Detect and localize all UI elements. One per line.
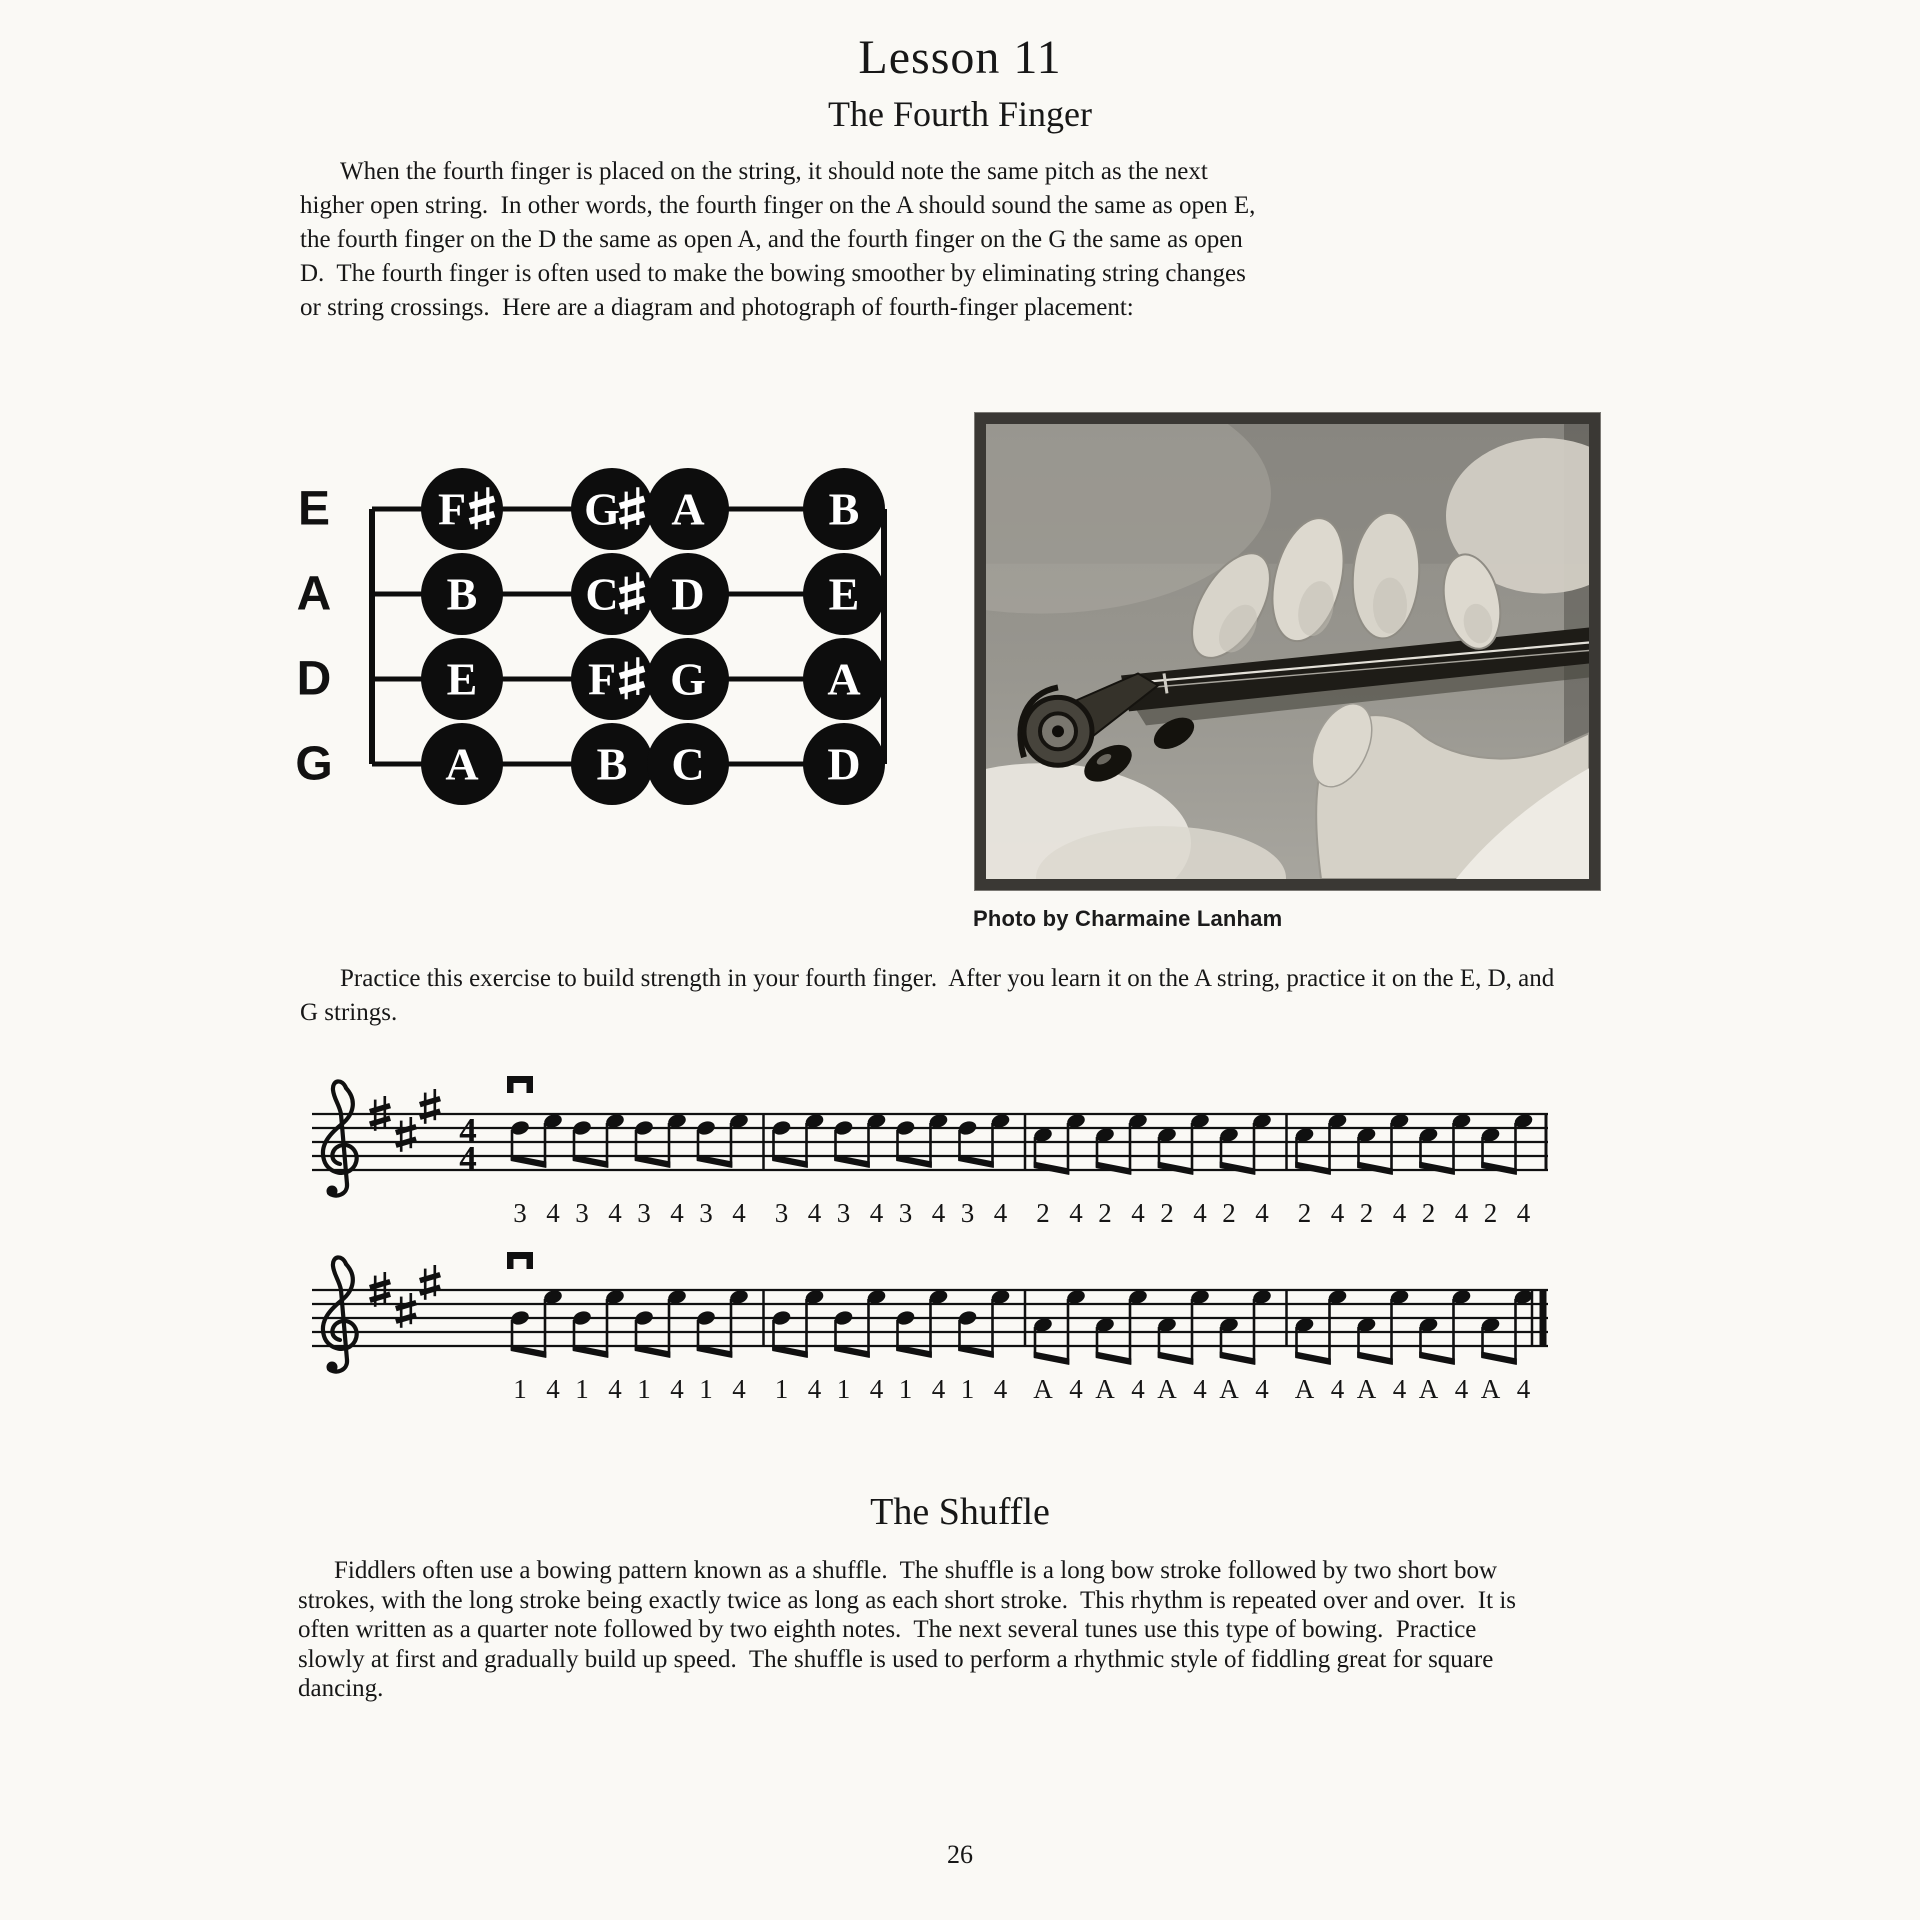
finger-number: 2 [1483, 1198, 1498, 1228]
note-circle [421, 638, 503, 720]
finger-number: 4 [931, 1198, 946, 1228]
finger-number: 3 [637, 1198, 651, 1228]
note-circle [571, 553, 653, 635]
finger-number: 4 [1392, 1374, 1407, 1404]
string-row [297, 553, 885, 635]
fingerboard-diagram [278, 452, 926, 824]
finger-number: A [1418, 1374, 1439, 1404]
finger-number: 4 [1255, 1374, 1269, 1404]
note-circle [421, 468, 503, 550]
note-label: B [828, 483, 860, 535]
finger-number: 4 [1193, 1374, 1207, 1404]
finger-number: 4 [732, 1198, 746, 1228]
open-string-label: D [296, 652, 332, 706]
time-signature [459, 1111, 477, 1178]
finger-number: 4 [1131, 1198, 1145, 1228]
note-circle [647, 723, 729, 805]
finger-number: 3 [898, 1198, 913, 1228]
finger-number: 4 [869, 1198, 884, 1228]
lesson-subtitle: The Fourth Finger [828, 94, 1092, 134]
note-circle [647, 638, 729, 720]
finger-number: 4 [931, 1374, 946, 1404]
finger-number: 4 [1069, 1198, 1083, 1228]
finger-number: 4 [1255, 1198, 1269, 1228]
note-label: A [671, 483, 705, 535]
note-circle [421, 723, 503, 805]
note-circle [803, 638, 885, 720]
finger-number: 2 [1036, 1198, 1050, 1228]
svg-text:4: 4 [459, 1139, 477, 1178]
sharp-sign [420, 1089, 440, 1124]
finger-number: 1 [898, 1374, 913, 1404]
photo-frame [975, 413, 1600, 890]
finger-number: A [1294, 1374, 1315, 1404]
practice-paragraph: Practice this exercise to build strength in your fourth finger. After you learn it on the A string, practice it on the E, D, and G strings. [300, 965, 1561, 1026]
finger-number: 4 [807, 1198, 822, 1228]
violin-hand-photo [986, 424, 1589, 879]
finger-number: 4 [1131, 1374, 1145, 1404]
down-bow-icon [507, 1252, 533, 1269]
finger-number: 4 [732, 1374, 746, 1404]
finger-number: 1 [774, 1374, 789, 1404]
finger-number: 4 [1454, 1374, 1469, 1404]
note-label: A [445, 738, 479, 790]
note-label: D [671, 568, 705, 620]
finger-number: 4 [993, 1374, 1008, 1404]
finger-number: 4 [670, 1374, 684, 1404]
finger-number: 4 [1516, 1198, 1531, 1228]
note-label: G [584, 483, 620, 535]
exercise-staff-1 [262, 1052, 1572, 1247]
shuffle-heading: The Shuffle [870, 1491, 1050, 1533]
photo-credit: Photo by Charmaine Lanham [973, 906, 1283, 931]
finger-number: 4 [608, 1374, 622, 1404]
note-circle [571, 723, 653, 805]
finger-number: A [1157, 1374, 1177, 1404]
string-row [298, 468, 885, 550]
finger-number: 1 [513, 1374, 527, 1404]
finger-number: 2 [1222, 1198, 1236, 1228]
note-label: E [446, 653, 478, 705]
note-label: B [596, 738, 628, 790]
finger-number: 3 [699, 1198, 713, 1228]
finger-number: 4 [869, 1374, 884, 1404]
finger-number: 1 [699, 1374, 713, 1404]
finger-number: 4 [608, 1198, 622, 1228]
note-circle [647, 468, 729, 550]
note-label: D [827, 738, 861, 790]
note-label: G [670, 653, 706, 705]
sharp-sign [420, 1265, 440, 1300]
sharp-sign [396, 1117, 416, 1152]
note-label: B [446, 568, 478, 620]
finger-number: 1 [960, 1374, 975, 1404]
note-label: F [587, 653, 617, 705]
open-string-label: A [296, 567, 332, 621]
finger-number: A [1356, 1374, 1377, 1404]
string-row [297, 638, 885, 720]
finger-number: 1 [575, 1374, 589, 1404]
open-string-label: E [297, 482, 331, 536]
finger-number: 2 [1098, 1198, 1112, 1228]
finger-number: 2 [1160, 1198, 1174, 1228]
page-title: Lesson 11 [858, 31, 1062, 84]
finger-number: 4 [1330, 1374, 1345, 1404]
note-label: E [828, 568, 860, 620]
note-circle [647, 553, 729, 635]
sharp-sign [396, 1293, 416, 1328]
note-circle [803, 723, 885, 805]
finger-number: 1 [836, 1374, 851, 1404]
note-circle [571, 468, 653, 550]
finger-number: 3 [575, 1198, 589, 1228]
note-circle [803, 553, 885, 635]
note-circle [571, 638, 653, 720]
finger-number: 2 [1421, 1198, 1436, 1228]
finger-number: 4 [546, 1198, 560, 1228]
note-label: C [671, 738, 705, 790]
note-label: A [827, 653, 861, 705]
treble-clef-icon [323, 1081, 357, 1196]
note-label: F [437, 483, 467, 535]
svg-text:4: 4 [459, 1111, 477, 1150]
page-number: 26 [947, 1840, 973, 1869]
finger-number: 1 [637, 1374, 651, 1404]
open-string-label: G [295, 737, 333, 791]
note-circle [421, 553, 503, 635]
finger-number: 3 [774, 1198, 789, 1228]
finger-number: 4 [1330, 1198, 1345, 1228]
shuffle-paragraph: Fiddlers often use a bowing pattern known as a shuffle. The shuffle is a long bow stroke followed by two short bow strokes, with the long stroke being exactly twice as long as each short stroke. This rhythm is repeated over and over. It is often written as a quarter note followed by two eighth notes. The next several tunes use this type of bowing. Practice slowly at first and gradually build up speed. The shuffle is used to perform a rhythmic style of fiddling great for square dancing. [298, 1557, 1523, 1702]
finger-number: 2 [1297, 1198, 1312, 1228]
finger-number: 3 [836, 1198, 851, 1228]
finger-number: A [1095, 1374, 1115, 1404]
finger-number: 2 [1359, 1198, 1374, 1228]
treble-clef-icon [323, 1257, 357, 1372]
finger-number: 4 [1392, 1198, 1407, 1228]
finger-number: 4 [1069, 1374, 1083, 1404]
finger-number: 3 [960, 1198, 975, 1228]
finger-number: A [1033, 1374, 1053, 1404]
finger-number: A [1480, 1374, 1501, 1404]
finger-number: 4 [670, 1198, 684, 1228]
finger-number: 3 [513, 1198, 527, 1228]
finger-number: 4 [1193, 1198, 1207, 1228]
string-row [295, 723, 885, 805]
finger-number: A [1219, 1374, 1239, 1404]
exercise-staff-2 [262, 1228, 1572, 1423]
finger-number: 4 [1454, 1198, 1469, 1228]
finger-number: 4 [993, 1198, 1008, 1228]
finger-number: 4 [1516, 1374, 1531, 1404]
finger-number: 4 [546, 1374, 560, 1404]
finger-number: 4 [807, 1374, 822, 1404]
down-bow-icon [507, 1076, 533, 1093]
note-label: C [585, 568, 619, 620]
note-circle [803, 468, 885, 550]
intro-paragraph: When the fourth finger is placed on the string, it should note the same pitch as the next higher open string. In other words, the fourth finger on the A should sound the same as open E, the fourth finger on the D the same as open A, and the fourth finger on the G the same as open D. The fourth finger is often used to make the bowing smoother by eliminating string changes or string crossings. Here are a diagram and photograph of fourth-finger placement: [300, 158, 1262, 321]
